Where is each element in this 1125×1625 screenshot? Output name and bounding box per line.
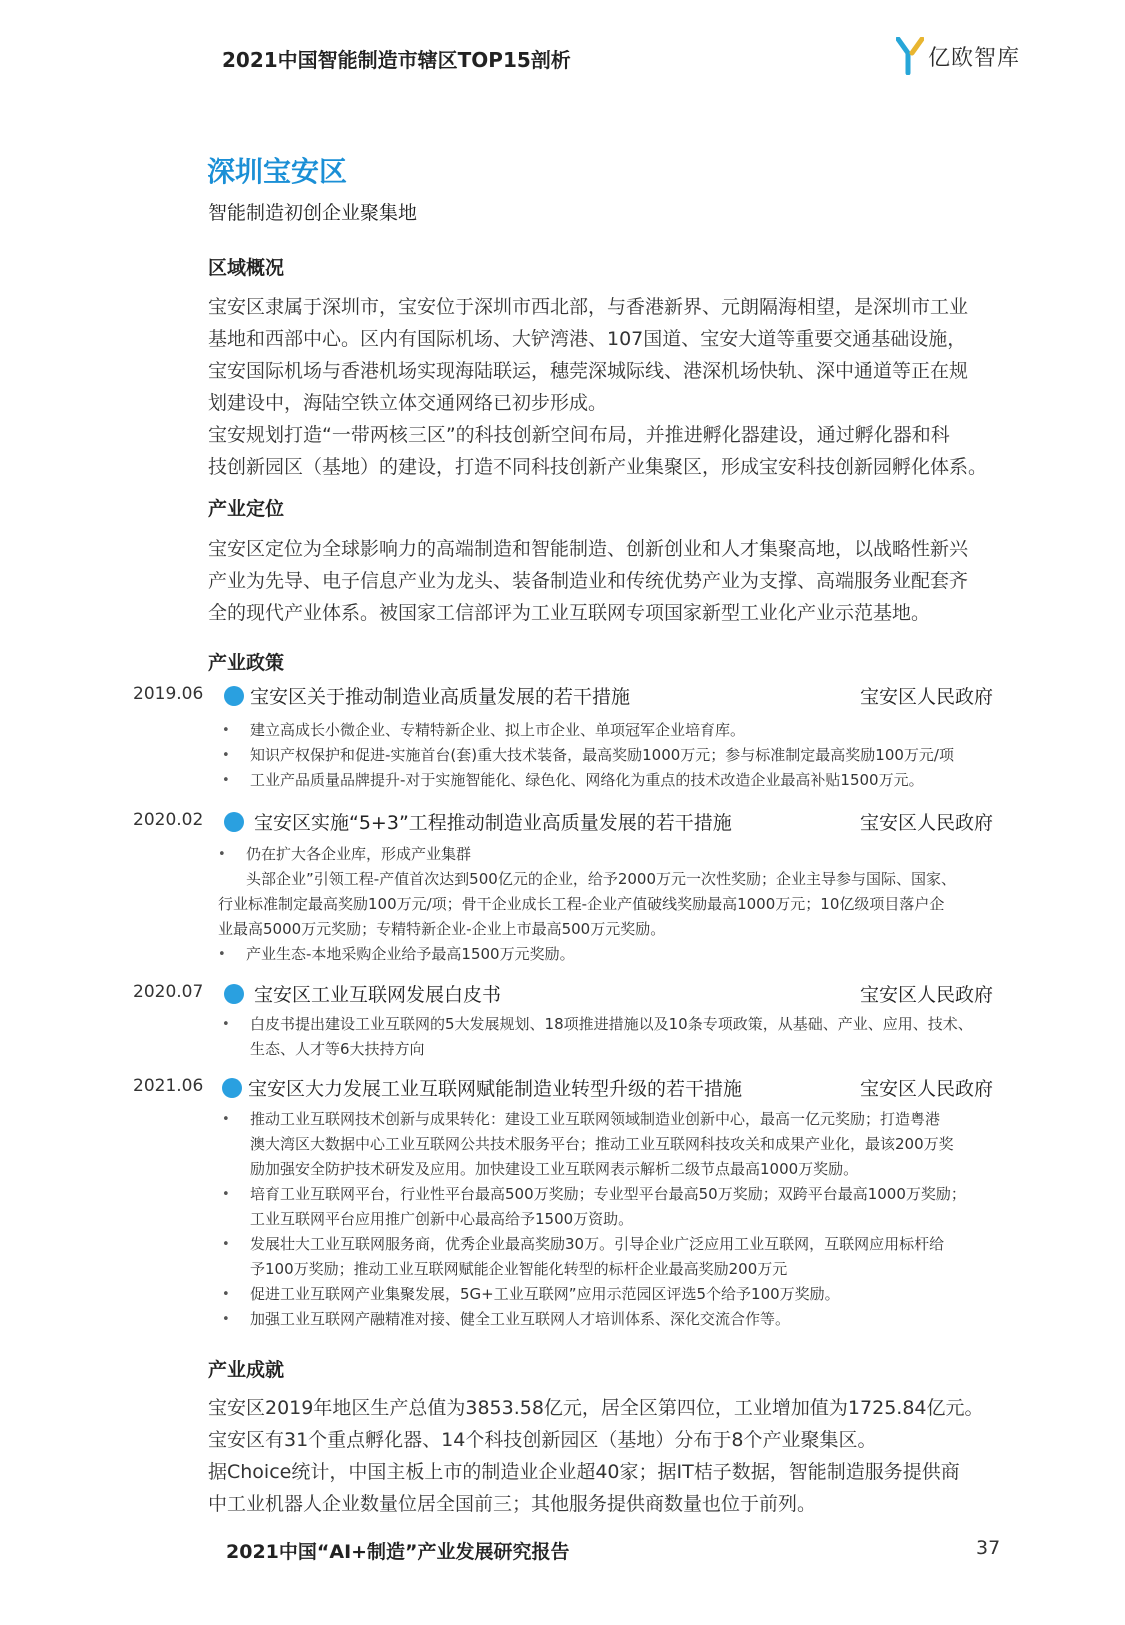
policy-bullet: • 加强工业互联网产融精准对接、健全工业互联网人才培训体系、深化交流合作等。: [222, 1307, 1028, 1332]
policy-date: 2020.02: [133, 810, 204, 830]
achievements-line: 据Choice统计，中国主板上市的制造业企业超40家；据IT桔子数据，智能制造服务提供商: [208, 1461, 960, 1483]
positioning-line: 产业为先导、电子信息产业为龙头、装备制造业和传统优势产业为支撑、高端服务业配套齐: [208, 570, 969, 592]
policy-issuer: 宝安区人民政府: [860, 1078, 994, 1100]
policy-item: [0, 1072, 1125, 1106]
policy-bullet: • 发展壮大工业互联网服务商，优秀企业最高奖励30万。引导企业广泛应用工业互联网，互联网应用标杆给: [222, 1232, 1028, 1257]
policy-bullet: • 产业生态-本地采购企业给予最高1500万元奖励。: [218, 942, 1028, 967]
policy-bullet: • 推动工业互联网技术创新与成果转化：建设工业互联网领域制造业创新中心，最高一亿元奖励；打造粤港: [222, 1107, 1028, 1132]
policy-heading: 产业政策: [208, 652, 285, 674]
policy-header: [0, 806, 1125, 840]
achievements-heading: 产业成就: [208, 1359, 285, 1381]
bullet-dot-icon: [224, 984, 244, 1004]
policy-header: [0, 978, 1125, 1012]
policy-issuer: 宝安区人民政府: [860, 984, 994, 1006]
positioning-heading: 产业定位: [208, 498, 285, 520]
policy-title: 宝安区工业互联网发展白皮书: [254, 984, 502, 1006]
policy-title: 宝安区实施“5+3”工程推动制造业高质量发展的若干措施: [254, 812, 732, 834]
region-subtitle: 智能制造初创企业聚集地: [208, 202, 418, 224]
policy-bullet: • 培育工业互联网平台，行业性平台最高500万奖励；专业型平台最高50万奖励；双跨平台最高1000万奖励；: [222, 1182, 1028, 1207]
overview-line: 宝安规划打造“一带两核三区”的科技创新空间布局，并推进孵化器建设，通过孵化器和科: [208, 424, 950, 446]
policy-bullets: [222, 1107, 1028, 1332]
policy-bullet: 予100万奖励；推动工业互联网赋能企业智能化转型的标杆企业最高奖励200万元: [250, 1260, 788, 1278]
positioning-line: 宝安区定位为全球影响力的高端制造和智能制造、创新创业和人才集聚高地，以战略性新兴: [208, 538, 969, 560]
bullet-dot-icon: [224, 812, 244, 832]
policy-bullet: 头部企业”引领工程-产值首次达到500亿元的企业，给予2000万元一次性奖励；企业主导参与国际、国家、: [246, 870, 956, 888]
yiou-logo: [896, 36, 1020, 76]
achievements-line: 中工业机器人企业数量位居全国前三；其他服务提供商数量也位于前列。: [208, 1493, 817, 1515]
page-number: 37: [976, 1537, 1001, 1559]
policy-bullet: 澳大湾区大数据中心工业互联网公共技术服务平台；推动工业互联网科技攻关和成果产业化，最该200万奖: [250, 1135, 954, 1153]
policy-date: 2020.07: [133, 982, 204, 1002]
achievements-line: 宝安区有31个重点孵化器、14个科技创新园区（基地）分布于8个产业聚集区。: [208, 1429, 877, 1451]
policy-header: [0, 680, 1125, 714]
policy-bullet: • 建立高成长小微企业、专精特新企业、拟上市企业、单项冠军企业培育库。: [222, 718, 1022, 743]
region-title: 深圳宝安区: [207, 155, 348, 188]
overview-line: 宝安区隶属于深圳市，宝安位于深圳市西北部，与香港新界、元朗隔海相望，是深圳市工业: [208, 296, 969, 318]
policy-bullet: • 白皮书提出建设工业互联网的5大发展规划、18项推进措施以及10条专项政策，从基础、产业、应用、技术、: [222, 1012, 1028, 1037]
policy-title: 宝安区关于推动制造业高质量发展的若干措施: [250, 686, 631, 708]
positioning-line: 全的现代产业体系。被国家工信部评为工业互联网专项国家新型工业化产业示范基地。: [208, 602, 931, 624]
policy-bullet: • 知识产权保护和促进-实施首台(套)重大技术装备，最高奖励1000万元；参与标准制定最高奖励100万元/项: [222, 743, 1022, 768]
report-footer-title: 2021中国“AI+制造”产业发展研究报告: [226, 1541, 570, 1563]
policy-bullet: • 工业产品质量品牌提升-对于实施智能化、绿色化、网络化为重点的技术改造企业最高补贴1500万元。: [222, 768, 1022, 793]
policy-bullet: 励加强安全防护技术研发及应用。加快建设工业互联网表示解析二级节点最高1000万奖励。: [250, 1160, 859, 1178]
policy-header: [0, 1072, 1125, 1106]
overview-line: 划建设中，海陆空铁立体交通网络已初步形成。: [208, 392, 608, 414]
positioning-paragraph: [208, 533, 1020, 629]
achievements-paragraph: [208, 1392, 1020, 1520]
overview-line: 宝安国际机场与香港机场实现海陆联运，穗莞深城际线、港深机场快轨、深中通道等正在规: [208, 360, 969, 382]
policy-issuer: 宝安区人民政府: [860, 686, 994, 708]
policy-item: [0, 806, 1125, 840]
policy-bullet: 工业互联网平台应用推广创新中心最高给予1500万资助。: [250, 1210, 634, 1228]
overview-line: 技创新园区（基地）的建设，打造不同科技创新产业集聚区，形成宝安科技创新园孵化体系。: [208, 456, 988, 478]
logo-text: 亿欧智库: [928, 45, 1021, 71]
policy-bullet: 业最高5000万元奖励；专精特新企业-企业上市最高500万元奖励。: [218, 920, 666, 938]
policy-date: 2019.06: [133, 684, 204, 704]
achievements-line: 宝安区2019年地区生产总值为3853.58亿元，居全区第四位，工业增加值为1725.84亿元。: [208, 1397, 984, 1419]
policy-bullet: 生态、人才等6大扶持方向: [250, 1040, 425, 1058]
policy-date: 2021.06: [133, 1076, 204, 1096]
overview-line: 基地和西部中心。区内有国际机场、大铲湾港、107国道、宝安大道等重要交通基础设施，: [208, 328, 967, 350]
policy-bullet: • 仍在扩大各企业库，形成产业集群: [218, 842, 1028, 867]
policy-bullet: 行业标准制定最高奖励100万元/项；骨干企业成长工程-企业产值破线奖励最高1000万元；10亿级项目落户企: [218, 895, 945, 913]
policy-bullet: • 促进工业互联网产业集聚发展，5G+工业互联网”应用示范园区评选5个给予100万奖励。: [222, 1282, 1028, 1307]
policy-item: [0, 680, 1125, 714]
policy-issuer: 宝安区人民政府: [860, 812, 994, 834]
yiou-logo-icon: [896, 37, 924, 75]
bullet-dot-icon: [222, 1078, 242, 1098]
overview-paragraph: [208, 291, 1020, 483]
overview-heading: 区域概况: [208, 257, 285, 279]
policy-title: 宝安区大力发展工业互联网赋能制造业转型升级的若干措施: [248, 1078, 743, 1100]
report-header-title: 2021中国智能制造市辖区TOP15剖析: [222, 48, 571, 72]
policy-bullets: [218, 842, 1028, 967]
policy-bullets: [222, 1012, 1028, 1062]
policy-bullets: [222, 718, 1022, 793]
policy-item: [0, 978, 1125, 1012]
bullet-dot-icon: [224, 686, 244, 706]
